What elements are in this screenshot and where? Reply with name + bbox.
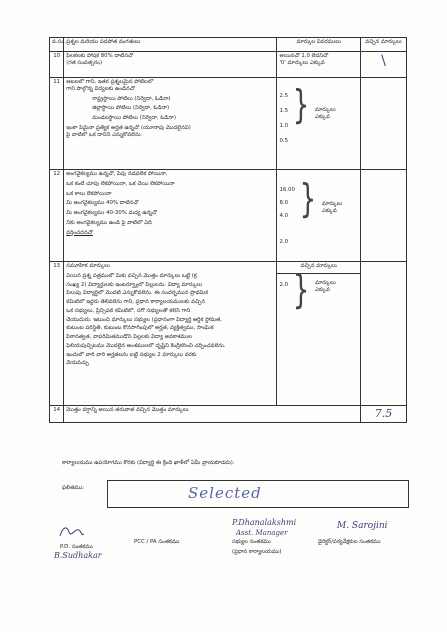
handwritten-result: Selected [188, 484, 262, 502]
mark-value: 4.0 [279, 213, 289, 219]
row-criteria [64, 170, 277, 262]
criteria-line: కుటుంబ పరిస్థితి, కుటుంబ కొనసాగింపులో అర్హత, వ్యక్తిత్వము, సాంఘిక [66, 325, 214, 332]
marks-values [279, 278, 288, 302]
marks-subheader: వచ్చిన మార్కులు [277, 262, 360, 274]
row-score [361, 262, 407, 406]
criteria-line: పిలకలకు పోషక 80% దాటినచో [66, 53, 134, 59]
criteria-line: జిల్లాస్థాయి పోటీలు (నిర్వేదా, ఓడినా) [92, 105, 170, 112]
handwritten-total: 7.5 [374, 407, 393, 420]
criteria-line: ఏయిన ప్రశ్న పత్రములో మీకు వచ్చిన మొత్తం మార్కులు ఒట్టి (క్ర [66, 272, 197, 279]
header-marks-obtained: వచ్చిన మార్కులు [361, 38, 407, 52]
mark-value: 2.0 [279, 282, 289, 288]
row-score [361, 52, 407, 78]
evaluation-table [49, 37, 407, 423]
row-number: 13 [50, 262, 64, 406]
criteria-line: పిలుపు విద్యార్థిలో మొదటి ఎన్నుకోవలెను. ఈ సందర్భమున ప్రాథమిక [66, 290, 209, 297]
row-marks-detail [277, 262, 361, 406]
criteria-line: మండలస్థాయి పోటీలు (నిర్వేదా, ఓడినా) [92, 115, 176, 121]
marks-label: మార్కులు ఎక్కువ [315, 107, 336, 120]
row-marks-detail [277, 170, 361, 262]
member-signature-label: సభ్యుల సంతకము [232, 539, 271, 545]
table-row-12 [50, 170, 407, 262]
mark-value: 16.00 [279, 187, 295, 193]
criteria-line: చేయుదురు. ఇటుంచి మార్కులు సభ్యుల (ప్రధానంగా విద్యార్థి ఆర్థిక స్థోమత, [66, 316, 222, 323]
header-marks-detail: మార్కుల వివరములు [277, 38, 361, 52]
result-box [107, 480, 409, 508]
criteria-line: గాని పాల్గొన్న విద్యలకు ఉండినచో [66, 85, 135, 92]
row-criteria [64, 52, 277, 78]
row-number: 12 [50, 170, 64, 262]
table-row-14 [50, 406, 407, 423]
brace-icon: } [292, 83, 310, 129]
criteria-title: సమూహిక మార్కులు [66, 263, 110, 269]
marks-values [279, 93, 288, 153]
row-number: 10 [50, 52, 64, 78]
row-score [361, 78, 407, 170]
row-marks-detail [277, 52, 361, 78]
table-row-13 [50, 262, 407, 406]
row-marks-detail [277, 78, 361, 170]
pd-handwritten-name: B.Sudhakar [54, 551, 102, 560]
pd-signature-label: P.D. సంతకము [60, 544, 93, 550]
marks-line: అయినచో 1.0 లేదనిచో [279, 53, 329, 59]
criteria-line: వర్తించదనచో [66, 229, 93, 236]
director-signature-label: డైరెక్టర్/పర్యవేక్షకుల సంతకము [318, 539, 381, 545]
row-number: 11 [50, 78, 64, 170]
table-row-10 [50, 52, 407, 78]
marks-label: మార్కులు ఎక్కువ [321, 201, 343, 214]
header-no: వ.సం. [50, 38, 64, 52]
mark-value: 2.0 [279, 239, 289, 245]
criteria-line: సంఖ్య 2) విద్యార్థులకు ఇంటర్వ్యూలో పిల్లులను. విద్యా మార్కులు [66, 281, 203, 288]
criteria-line: పై వాటిలో ఒక దానిని ఎన్నుకోవలెను. [66, 131, 143, 138]
criteria-line: వేయవచ్చు [66, 360, 89, 367]
criteria-line: మీ అంగవైకల్యము 40-30% మధ్య ఉన్నచో [66, 210, 158, 216]
criteria-line: మీ అంగవైకల్యము 40% దాటినచో [66, 200, 139, 207]
header-item: ప్రశ్నల మరియు పదపోత వంగతులు [64, 38, 277, 52]
marks-line: '0' మార్కులు ఎక్కువ [279, 59, 325, 66]
mark-value: 8.0 [279, 200, 289, 206]
marks-values [279, 187, 294, 252]
criteria-line: నీకు అంగవైకల్యము ఉండి పై వాటిలో ఏది [66, 219, 152, 226]
criteria-line: ఆటలలో గాని, ఇతర ప్రశ్నలమైన పోటీలలో [66, 79, 154, 85]
mark-value: 1.5 [279, 108, 289, 114]
criteria-line: పిఠానత్వత, వాపరిమితముడొని పిల్లలకు విద్యా అవకాశముల [66, 334, 192, 340]
result-label: ఫలితము: [62, 485, 85, 491]
criteria-line: (గత సంవత్సరం) [66, 59, 103, 66]
handwritten-score: \ [381, 53, 386, 69]
office-use-note: కార్యాలయము ఉపయోగము కొరకు (విద్యార్థి ఈ క్రింది ఖాళీలో ఏమీ వ్రాయకూడదు). [62, 460, 235, 466]
row-total-label: మొత్తం వర్షాన్ని అయిన తరువాత వచ్చిన మొత్తం మార్కులు [64, 406, 361, 423]
criteria-line: ఒక సభ్యులు, ప్రిన్సిపల్ కమిటీలో, సగో సభ్యులతో కలిసి గాని [66, 307, 191, 314]
brace-icon: } [292, 268, 310, 314]
pcc-signature-label: PCC / PA సంతకము [134, 539, 180, 545]
member-handwritten-title: Asst. Manager [236, 529, 288, 537]
marks-label: మార్కులు ఎక్కువ [315, 280, 336, 293]
row-criteria [64, 78, 277, 170]
table-header-row [50, 38, 407, 52]
brace-icon: } [299, 177, 317, 223]
pd-signature-mark [57, 524, 87, 540]
member-handwritten-name: P.Dhanalakshmi [232, 518, 297, 527]
criteria-line: ఒక కంటి చూపు లేకపోయినా, ఒక చేయి లేకపోయినా [66, 180, 175, 187]
criteria-line: ఒక కాలు లేకపోయినా [66, 190, 112, 197]
criteria-line: ఇంకా పిమైనా ప్రత్యేక అర్హత ఉన్నచో (యూనాపు మొదలైనవి) [66, 124, 191, 131]
criteria-line: ఇందులో వారి వారి అర్హతలను బట్టి సభ్యుల 2 మార్కులు వరకు [66, 351, 197, 358]
row-criteria [64, 262, 277, 406]
mark-value: 1.0 [279, 123, 289, 129]
criteria-line: ఫెలియపుచ్చిటము మొదలైన అంశములలో దృష్టిని కేంద్రీకరించి చర్చించవలెను. [66, 342, 226, 349]
row-score [361, 406, 407, 423]
head-office-label: (ప్రధాన కార్యాలయము) [232, 549, 282, 555]
criteria-line: రాష్ట్రస్థాయి పోటీలు (నిర్వేదా, ఓడినా) [92, 95, 171, 102]
director-handwritten-name: M. Sarojini [337, 521, 388, 531]
criteria-line: కమిటీలో ఇద్దరు తెలివలెను గానీ, ప్రధాన కార్యాలయములకు వచ్చిన [66, 299, 206, 305]
table-row-11 [50, 78, 407, 170]
row-score [361, 170, 407, 262]
row-number: 14 [50, 406, 64, 423]
mark-value: 2.5 [279, 93, 289, 99]
mark-value [279, 226, 294, 239]
criteria-line: అంగవైకల్యము ఉన్నచో, పీపు నడవలేక పోయినా, [66, 171, 168, 177]
mark-value: 0.5 [279, 138, 289, 144]
